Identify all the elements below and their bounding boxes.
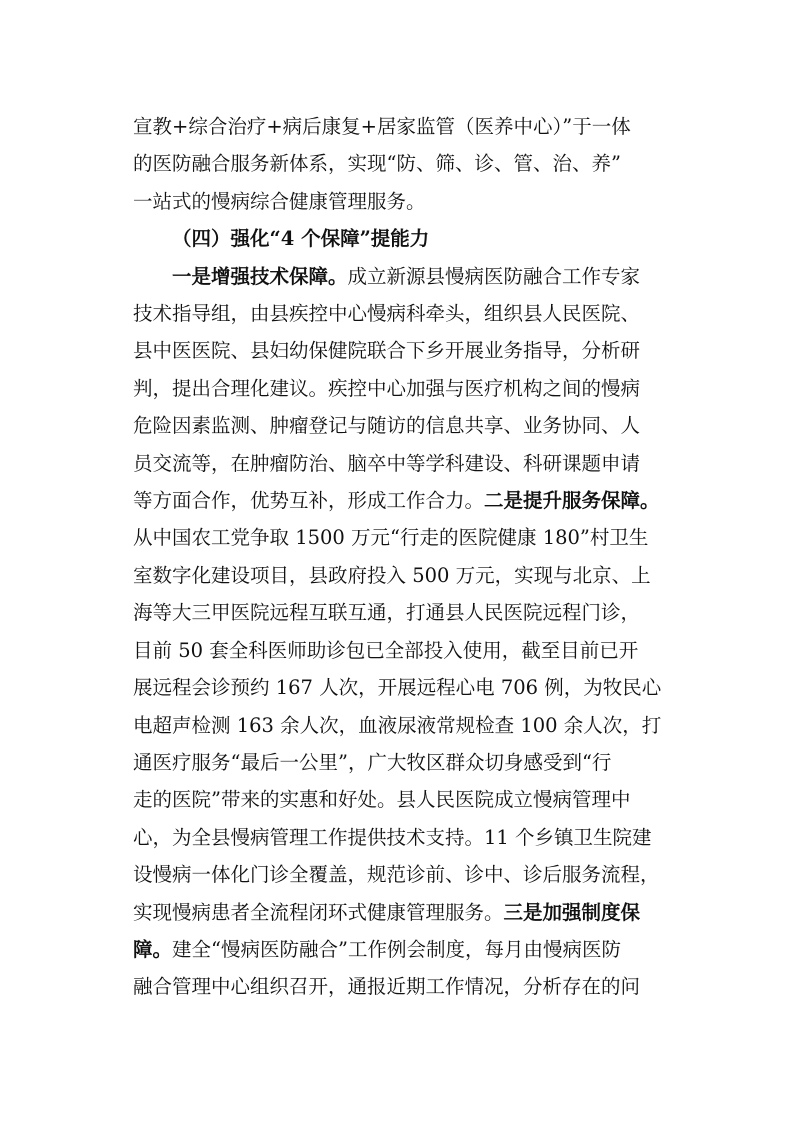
bold-lead-technical: 一是增强技术保障。 — [172, 264, 348, 288]
body-text: 实现慢病患者全流程闭环式健康管理服务。 — [133, 900, 504, 924]
body-text: 等方面合作，优势互补，形成工作合力。 — [133, 489, 485, 513]
body-line: 室数字化建设项目，县政府投入 500 万元，实现与北京、上 — [133, 563, 651, 587]
body-line: 通医疗服务“最后一公里”，广大牧区群众切身感受到“行 — [133, 750, 612, 774]
body-line: 走的医院”带来的实惠和好处。县人民医院成立慢病管理中 — [133, 788, 631, 812]
body-line — [133, 894, 656, 931]
bold-lead-service: 二是提升服务保障。 — [484, 489, 660, 513]
body-line: 危险因素监测、肿瘤登记与随访的信息共享、业务协同、人 — [133, 414, 641, 438]
body-line: 县中医医院、县妇幼保健院联合下乡开展业务指导，分析研 — [133, 339, 641, 363]
bold-lead-system: 三是加强制度保 — [503, 900, 641, 924]
body-line: 从中国农工党争取 1500 万元“行走的医院健康 180”村卫生 — [133, 526, 649, 550]
body-line: 设慢病一体化门诊全覆盖，规范诊前、诊中、诊后服务流程， — [133, 863, 660, 887]
body-line: 员交流等，在肿瘤防治、脑卒中等学科建设、科研课题申请 — [133, 451, 641, 475]
section-heading: （四）强化“4 个保障”提能力 — [172, 227, 430, 251]
body-line: 技术指导组，由县疾控中心慢病科牵头，组织县人民医院、 — [133, 302, 641, 326]
paragraph-first-line — [133, 258, 656, 295]
body-line: 一站式的慢病综合健康管理服务。 — [133, 189, 426, 213]
body-line: 宣教+综合治疗+病后康复+居家监管（医养中心）”于一体 — [133, 115, 631, 138]
body-text: 成立新源县慢病医防融合工作专家 — [347, 264, 641, 288]
bold-lead-system-end: 障。 — [133, 937, 173, 961]
body-line: 目前 50 套全科医师助诊包已全部投入使用，截至目前已开 — [133, 638, 639, 662]
body-line — [133, 931, 656, 968]
body-line: 展远程会诊预约 167 人次，开展远程心电 706 例，为牧民心 — [133, 676, 662, 700]
body-line: 心，为全县慢病管理工作提供技术支持。11 个乡镇卫生院建 — [133, 825, 652, 849]
body-line — [133, 482, 660, 519]
body-text: 建全“慢病医防融合”工作例会制度，每月由慢病医防 — [172, 937, 621, 961]
body-line: 判，提出合理化建议。疾控中心加强与医疗机构之间的慢病 — [133, 376, 641, 400]
body-line: 海等大三甲医院远程互联互通，打通县人民医院远程门诊， — [133, 601, 641, 625]
body-line: 的医防融合服务新体系，实现“防、筛、诊、管、治、养” — [133, 152, 621, 176]
body-line: 融合管理中心组织召开，通报近期工作情况，分析存在的问 — [133, 975, 641, 999]
body-line: 电超声检测 163 余人次，血液尿液常规检查 100 余人次，打 — [133, 713, 662, 737]
